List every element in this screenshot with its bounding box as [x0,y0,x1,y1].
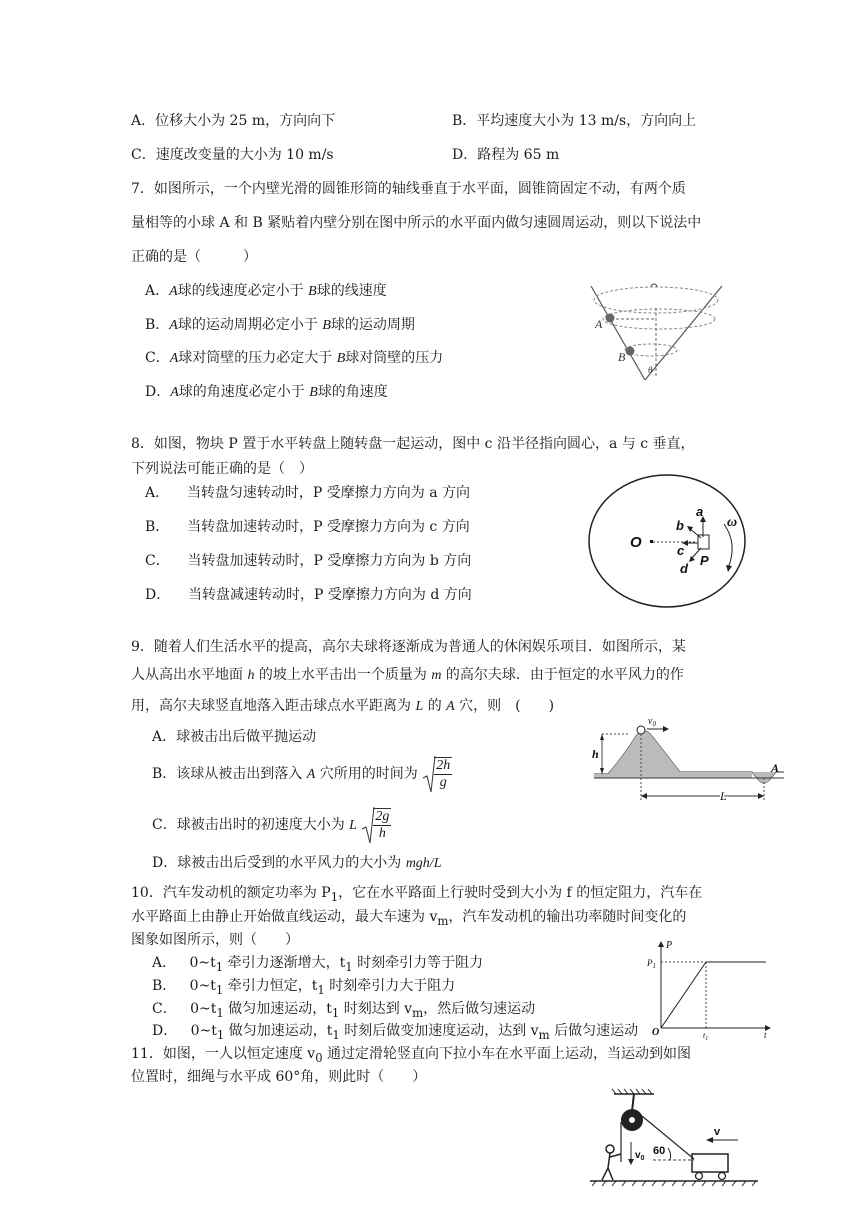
tick-label-p1: $P_1$ [647,958,656,970]
q8-option-c: C． 当转盘加速转动时，P 受摩擦力方向为 b 方向 [145,553,472,569]
label-o: O [630,534,642,551]
origin-label: O [652,1027,660,1038]
q9-option-d: D．球被击出后受到的水平风力的大小为 mgh/L [152,855,442,871]
q8-stem-line-2: 下列说法可能正确的是（ ） [131,461,313,477]
label-v-cart: v [714,1126,721,1138]
turntable-figure [588,472,758,612]
axis-label-t: t [764,1030,767,1040]
sqrt-2g-over-h: $\frac{2g}{h}$ [361,803,391,847]
label-omega: ω [727,515,738,530]
axis-label-p: P [666,940,673,951]
ball-b [626,347,635,356]
q6-option-b: B．平均速度大小为 13 m/s，方向向上 [452,113,697,129]
tick-label-t1: $t_1$ [703,1031,709,1042]
label-l: L [720,789,727,803]
q11-stem-line-1: 11．如图，一人以恒定速度 $v_0$ 通过定滑轮竖直向下拉小车在水平面上运动，当运动到如图 [131,1046,692,1065]
q9-stem-line-1: 9．随着人们生活水平的提高，高尔夫球将逐渐成为普通人的休闲娱乐项目．如图所示，某 [131,639,686,655]
label-v0-pull: $v_0$ [635,1150,645,1162]
q6-option-c: C．速度改变量的大小为 10 m/s [131,147,334,163]
q7-option-a: A．A球的线速度必定小于 B球的线速度 [145,283,387,299]
q9-stem-line-3: 用，高尔夫球竖直地落入距击球点水平距离为 L 的 A 穴，则 ( ) [131,698,555,714]
q9-option-a: A．球被击出后做平抛运动 [152,729,317,745]
q8-option-d: D． 当转盘减速转动时，P 受摩擦力方向为 d 方向 [145,587,472,603]
label-d-dir: d [680,561,688,576]
label-theta: θ [648,365,653,375]
power-time-graph [644,938,774,1042]
q7-stem-line-3: 正确的是（ ） [131,249,257,265]
q9-option-c: C．球被击出时的初速度大小为 L $\frac{2g}{h}$ [152,803,391,847]
sqrt-2h-over-g: $\frac{2h}{g}$ [422,752,452,796]
q10-option-b: B． $0\sim t_1$ 牵引力恒定，$t_1$ 时刻牵引力大于阻力 [152,978,456,997]
q8-stem-line-1: 8．如图，物块 P 置于水平转盘上随转盘一起运动，图中 c 沿半径指向圆心，a 与 c 垂直， [131,436,695,452]
label-v0: $v_0$ [648,716,656,728]
pulley-figure [586,1086,761,1186]
q8-option-a: A． 当转盘匀速转动时，P 受摩擦力方向为 a 方向 [145,485,471,501]
label-b-dir: b [676,518,684,533]
q7-stem-line-2: 量相等的小球 A 和 B 紧贴着内壁分别在图中所示的水平面内做匀速圆周运动，则以下说法中 [131,215,702,231]
q8-option-b: B． 当转盘加速转动时，P 受摩擦力方向为 c 方向 [145,519,470,535]
q10-option-c: C． $0\sim t_1$ 做匀加速运动，$t_1$ 时刻达到 $v_m$，然后做匀速运动 [152,1001,536,1020]
q6-option-a: A．位移大小为 25 m，方向向下 [131,113,336,129]
q6-option-d: D．路程为 65 m [452,147,560,163]
q10-option-a: A． $0\sim t_1$ 牵引力逐渐增大，$t_1$ 时刻牵引力等于阻力 [152,955,484,974]
label-a: A [595,317,603,331]
label-a-dir: a [696,504,704,519]
q10-option-d: D． $0\sim t_1$ 做匀加速运动，$t_1$ 时刻后做变加速度运动，达到 $v_m$ 后做匀速运动 [152,1023,639,1042]
q7-option-d: D．A球的角速度必定小于 B球的角速度 [145,384,388,400]
q10-stem-line-3: 图象如图所示，则（ ） [131,932,299,948]
q10-stem-line-1: 10．汽车发动机的额定功率为 $P_1$，它在水平路面上行驶时受到大小为 f 的恒定阻力，汽车在 [131,885,703,904]
label-h: h [592,747,599,761]
label-a-hole: A [771,761,780,775]
q10-stem-line-2: 水平路面上由静止开始做直线运动，最大车速为 $v_m$，汽车发动机的输出功率随时间变化的 [131,909,687,928]
ball-a [606,314,615,323]
q7-option-c: C．A球对筒壁的压力必定大于 B球对筒壁的压力 [145,350,444,366]
q9-stem-line-2: 人从高出水平地面 h 的坡上水平击出一个质量为 m 的高尔夫球．由于恒定的水平风力的作 [131,667,684,683]
label-p: P [700,553,709,568]
label-b: B [618,350,626,364]
q9-option-b: B．该球从被击出到落入 A 穴所用的时间为 $\frac{2h}{g}$ [152,752,452,796]
q7-stem-line-1: 7．如图所示，一个内壁光滑的圆锥形筒的轴线垂直于水平面，圆锥筒固定不动，有两个质 [131,181,686,197]
q7-option-b: B．A球的运动周期必定小于 B球的运动周期 [145,317,415,333]
golf-figure [590,712,785,807]
label-c-dir: c [677,543,685,558]
label-angle: 60 [653,1145,666,1157]
cone-figure [585,278,725,398]
q11-stem-line-2: 位置时，细绳与水平成 60°角，则此时（ ） [131,1069,427,1085]
